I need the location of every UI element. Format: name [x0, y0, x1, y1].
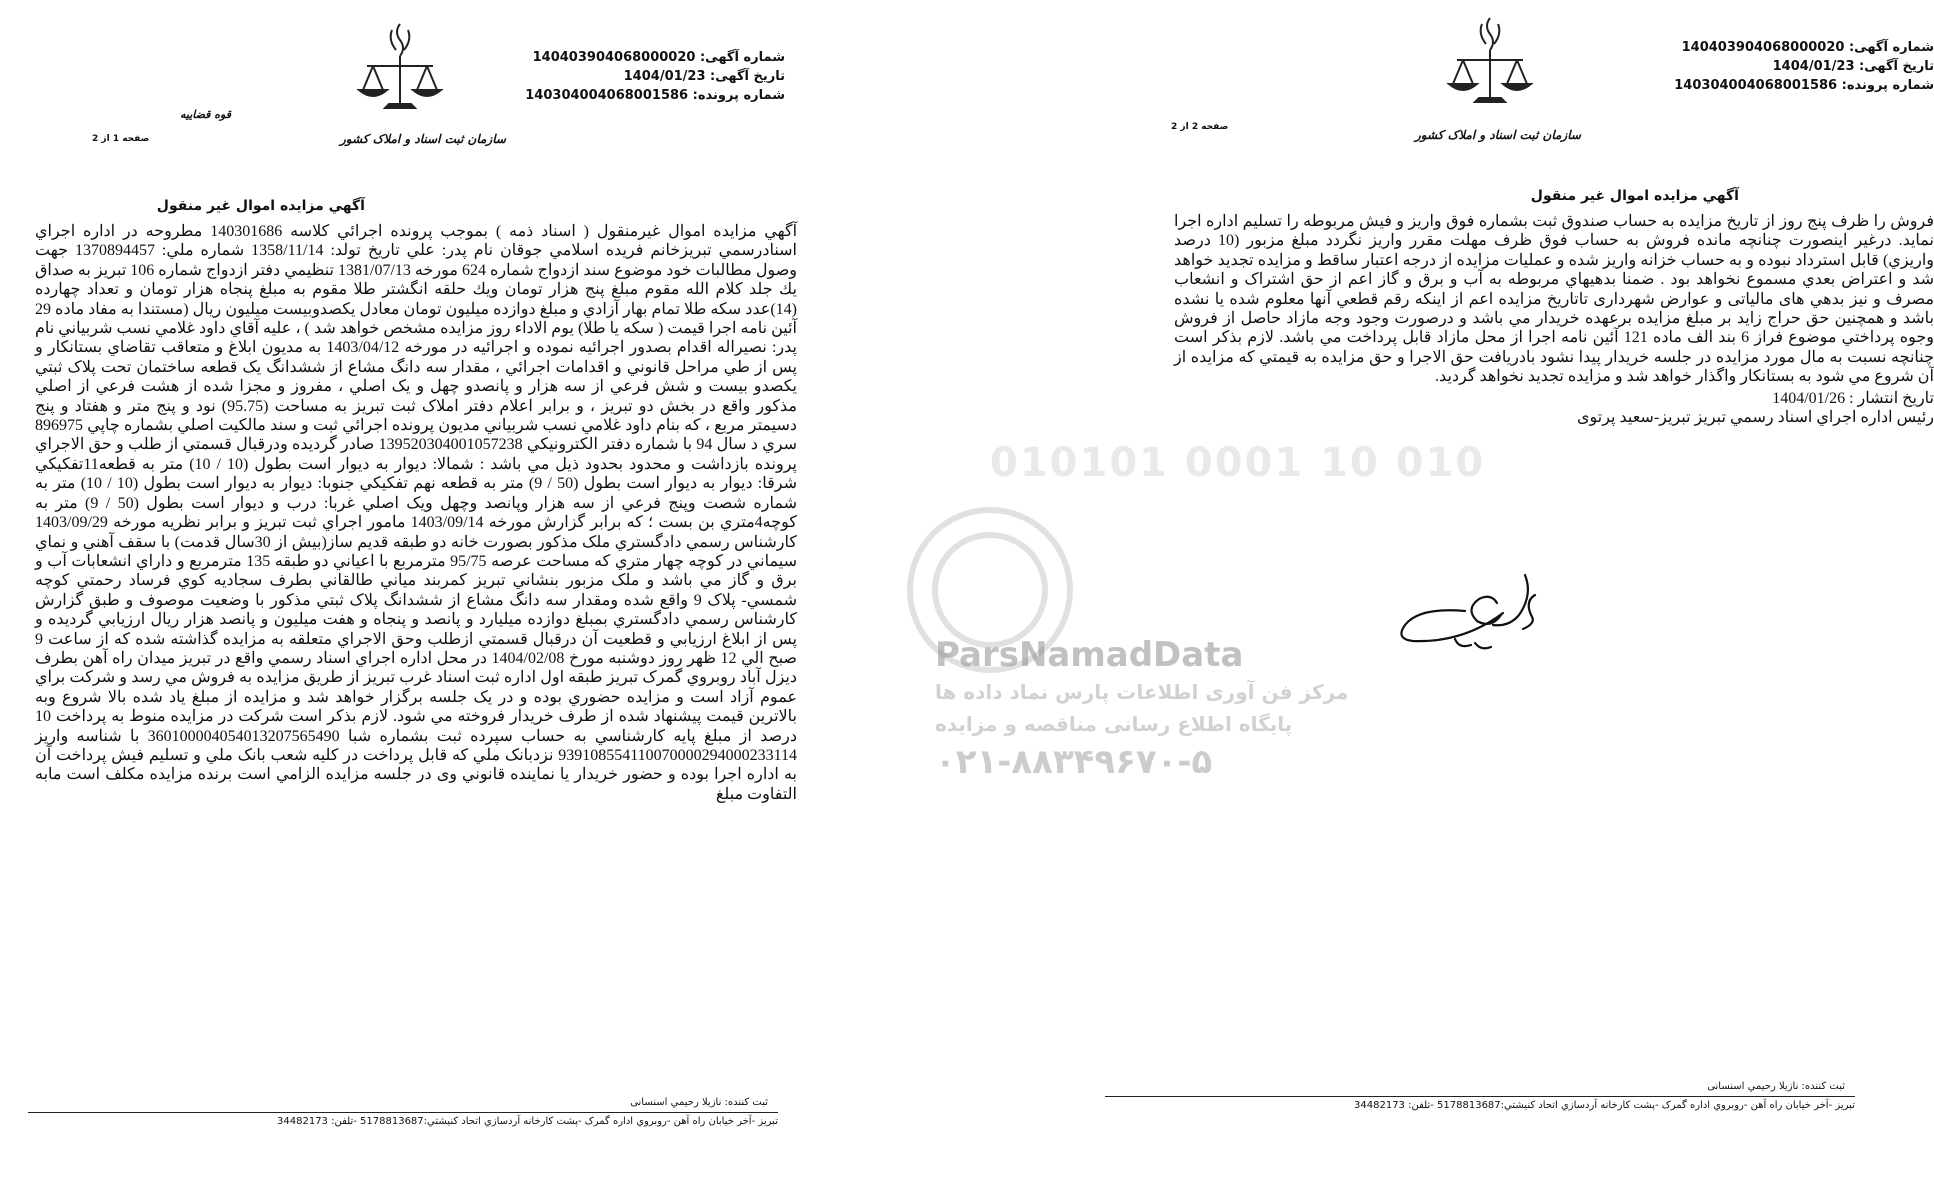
org-name-top: قوه قضاییه — [180, 108, 231, 121]
signature-icon — [1385, 555, 1550, 665]
page-label-2: صفحه 2 از 2 — [1171, 122, 1229, 132]
notice-body-text: آگهي مزايده اموال غيرمنقول ( اسناد ذمه ) بموجب پرونده اجرائي كلاسه 140301686 مطروحه در اداره اجراي اسنادرسمي تبريزخانم فريده اسلامي جوقان نام پدر: علي تاريخ تولد: 1358/11/14 شماره ملي: 1370894457 جهت وصول مطالبات خود موضوع سند ازدواج شماره 624 مورخه 1381/07/13 تنظيمي دفتر ازدواج شماره 106 تبريز به صداق يك جلد كلام الله مقوم مبلغ پنج هزار تومان ويك حلقه انگشتر طلا مقوم به مبلغ پنجاه هزار تومان و تعداد چهارده (14)عدد سكه طلا تمام بهار آزادي و مبلغ دوازده ميليون تومان معادل يكصدوبيست ميليون ريال (مستندا به مفاد ماده 29 آئين نامه اجرا قيمت ( سكه يا طلا) يوم الاداء روز مزايده مشخص خواهد شد ) ، عليه آقاي داود غلامي نسب شربياني نام پدر: نصيراله اقدام بصدور اجرائيه نموده و اجرائيه در مورخه 1403/04/12 به مديون ابلاغ و متعاقب تقاضاي بستانكار و پس از طي مراحل قانوني و اقدامات اجرائي ، مقدار سه دانگ مشاع از ششدانگ يک قطعه ساختمان تحت پلاک ثبتي يكصدو بيست و شش فرعي از سه هزار و پانصدو چهل و يک اصلي ، مفروز و مجزا شده از هشت فرعي از اصلي مذكور واقع در بخش دو تبريز ، و برابر اعلام دفتر املاک ثبت تبريز به مساحت (95.75) نود و پنج متر و هفتاد و پنج دسيمتر مربع ، كه بنام داود غلامي نسب شربياني مديون پرونده اجرائي ثبت و سند مالكيت اصلي بشماره چاپي 896975 سري د سال 94 با شماره دفتر الكترونيكي 139520304001057238 صادر گرديده ودرقبال قسمتي از طلب و حق الاجراي پرونده بازداشت و محدود بحدود ذيل مي باشد : شمالا: ديوار به ديوار است بطول (10 / 10) متر به قطعه11تفكيكي شرقا: ديوار به ديوار است بطول (50 / 9) متر به قطعه نهم تفكيكي جنوبا: ديوار به ديوار است بطول (10 / 10) متر به شماره شصت وپنج فرعي از سه هزار وپانصد وچهل ويک اصلي غربا: درب و ديوار است بطول (50 / 9) متر به كوچه4متري بن بست ؛ كه برابر گزارش مورخه 1403/09/14 مامور اجراي ثبت تبريز و برابر نظريه مورخه 1403/09/29 كارشناس رسمي دادگستري ملک مذكور بصورت خانه دو طبقه قديم ساز(بيش از 30سال قدمت) با سقف آهني و نماي سيماني در كوچه چهار متري كه مساحت عرصه 95/75 مترمربع با اعياني دو طبقه 135 مترمربع و داراي انشعابات آب و برق و گاز مي باشد و ملک مزبور بنشاني تبريز كمربند مياني طالقاني بطرف سجاديه كوي فرساد رحمتي كوچه شمسي- پلاک 9 واقع شده ومقدار سه دانگ مشاع از ششدانگ پلاک ثبتي مذكور با وضعيت موصوف و طبق گزارش كارشناس رسمي دادگستري بمبلغ دوازده ميليارد و پانصد و پنجاه و هفت ميليون و پانصد هزار ريال ارزيابي گرديده و پس از ابلاغ ارزيابي و قطعيت آن درقبال قسمتي ازطلب وحق الاجراي متعلقه به مزايده گذاشته شده كه از ساعت 9 صبح الي 12 ظهر روز دوشنبه مورخ 1404/02/08 در محل اداره اجراي اسناد رسمي واقع در تبريز ميدان راه آهن بطرف ديزل آباد روبروي گمرک تبريز طبقه اول اداره ثبت اسناد غرب تبريز از طريق مزايده به فروش مي رسد و شركت براي عموم آزاد است و مزايده حضوري بوده و در يک جلسه برگزار خواهد شد و مزايده از مبلغ ياد شده بالا شروع وبه بالاترين قيمت پيشنهاد شده از طرف خريدار فروخته مي شود. لازم بذكر است شركت در مزايده منوط به پرداخت 10 درصد از مبلغ پايه كارشناسي به حساب سپرده ثبت بشماره شبا 360100004054013207565490 با شناسه واريز 939108554110070000294000233114 نزدبانک ملي كه قابل پرداخت در كليه شعب بانک ملي و تسليم فيش پرداخت آن به اداره اجرا بوده و حضور خريدار يا نماينده قانوني وی در جلسه مزايده الزامي است برنده مزايده مكلف است مابه التفاوت مبلغ — [35, 223, 798, 803]
notice-meta-2 — [1674, 38, 1934, 95]
page-footer-2 — [1105, 1080, 1855, 1113]
watermark-line1: مرکز فن آوری اطلاعات پارس نماد داده ها — [935, 680, 1349, 704]
publish-date: تاريخ انتشار : 1404/01/26 — [1772, 389, 1934, 407]
file-number: شماره پرونده: 140304004068001586 — [525, 88, 785, 103]
footer-registrar: ثبت کننده: نازيلا رحيمي اسنسانی — [630, 1097, 768, 1108]
notice-title: آگهي مزايده اموال غير منقول — [156, 198, 365, 214]
footer-address: تبريز -آخر خيابان راه آهن -روبروي اداره گمرک -پشت كارخانه آردسازي اتحاد كنيشتي:5178813687 -تلفن: 34482173 — [277, 1116, 778, 1127]
page-footer — [28, 1096, 778, 1129]
file-number-2: شماره پرونده: 140304004068001586 — [1674, 78, 1934, 93]
page-label: صفحه 1 از 2 — [92, 134, 150, 144]
notice-title-2: آگهي مزايده اموال غير منقول — [1530, 188, 1739, 204]
watermark-brand: ParsNamadData — [935, 635, 1244, 675]
signatory: رئيس اداره اجراي اسناد رسمي تبريز تبريز-سعيد پرتوی — [1576, 409, 1934, 427]
notice-date: تاریخ آگهی: 1404/01/23 — [623, 69, 785, 84]
footer-divider — [28, 1112, 778, 1113]
watermark-phone: ۰۲۱-۸۸۳۴۹۶۷۰-۵ — [935, 742, 1213, 782]
footer-divider-2 — [1105, 1096, 1855, 1097]
notice-date-2: تاریخ آگهی: 1404/01/23 — [1772, 59, 1934, 74]
org-name: سازمان ثبت اسناد و املاک کشور — [340, 132, 506, 146]
watermark-line2: پایگاه اطلاع رسانی مناقصه و مزایده — [935, 712, 1293, 736]
notice-meta — [525, 48, 785, 105]
notice-number-2: شماره آگهی: 140403904068000020 — [1681, 40, 1934, 55]
footer-registrar-2: ثبت کننده: نازيلا رحيمي اسنسانی — [1707, 1081, 1845, 1092]
footer-address-2: تبريز -آخر خيابان راه آهن -روبروي اداره گمرک -پشت كارخانه آردسازي اتحاد كنيشتي:5178813687 -تلفن: 34482173 — [1354, 1100, 1855, 1111]
notice-body — [35, 222, 797, 804]
notice-body-text-2: فروش را ظرف پنج روز از تاريخ مزايده به حساب صندوق ثبت بشماره فوق واريز و فيش مربوطه را تسليم اداره اجرا نمايد. درغير اينصورت چنانچه مانده فروش به حساب فوق ظرف مهلت مقرر واريز نگردد مبلغ مزبور (10 درصد واريزي) قابل استرداد نبوده و به حساب خزانه واريز شده و عمليات مزايده از درجه اعتبار ساقط و مزايده تجديد خواهد شد و اعتراض بعدي مسموع نخواهد بود . ضمنا بدهيهاي مربوطه به آب و برق و گاز اعم از حق اشتراک و انشعاب مصرف و نيز بدهي هاى مالياتى و عوارض شهردارى تاتاريخ مزايده اعم از اينكه رقم قطعي آنها معلوم شده يا نشده باشد و همچنين حق حراج زايد بر مبلغ مزايده برعهده خريدار مي باشد و درصورت وجود وجه مازاد حاصل از فروش وجوه پرداختي موضوع فراز 6 بند الف ماده 121 آئين نامه اجرا از محل مازاد قابل پرداخت مي باشد. لازم بذكر است چنانچه نسبت به مال مورد مزايده در جلسه خريدار پيدا نشود بادريافت حق الاجرا و حق مزايده به قيمتي كه مزايده از آن شروع مي شود به بستانكار واگذار خواهد شد و مزايده تجديد نخواهد گرديد. — [1174, 213, 1934, 386]
notice-body-2 — [1174, 212, 1934, 427]
watermark-binary: 010101 0001 10 010 — [990, 440, 1486, 486]
org-name-2: سازمان ثبت اسناد و املاک کشور — [1415, 128, 1581, 142]
notice-number: شماره آگهی: 140403904068000020 — [532, 50, 785, 65]
